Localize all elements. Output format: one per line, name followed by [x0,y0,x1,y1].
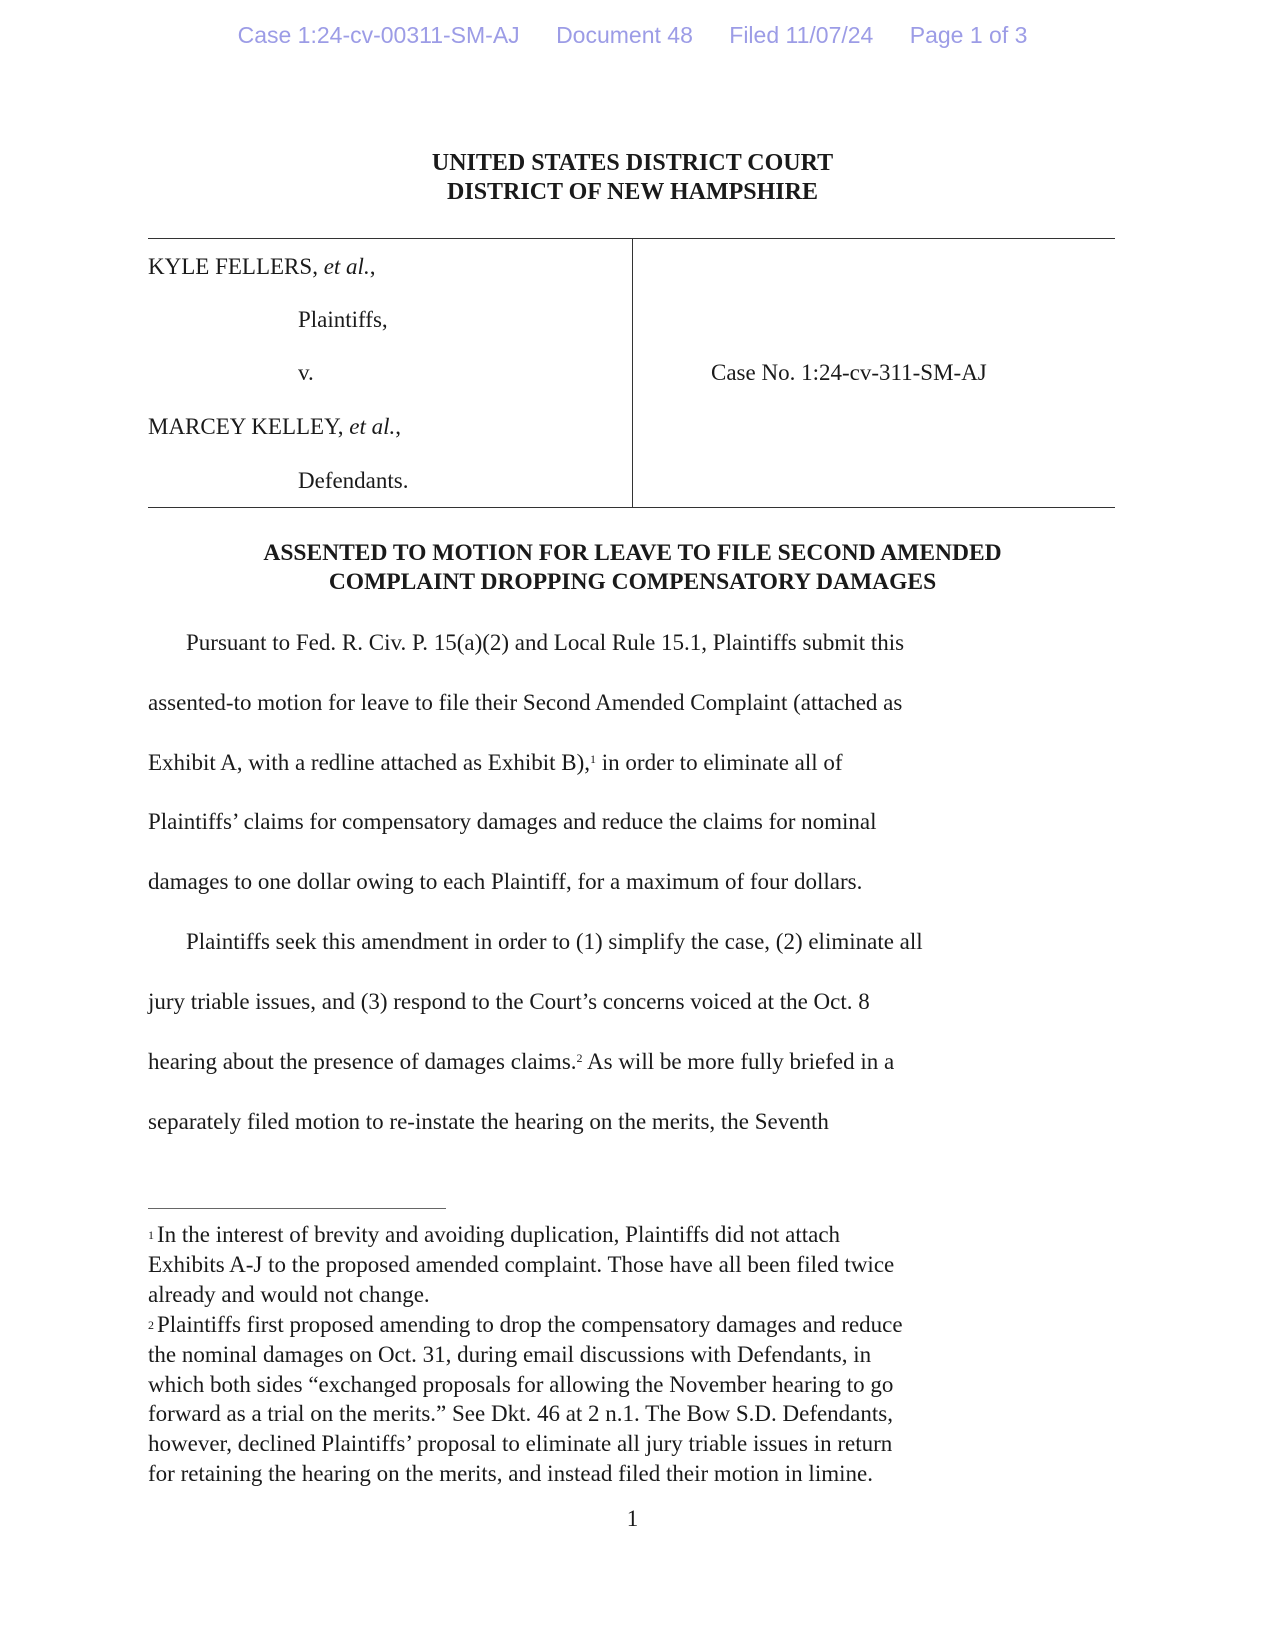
motion-title-line2: COMPLAINT DROPPING COMPENSATORY DAMAGES [328,569,937,595]
footnote-2-line: the nominal damages on Oct. 31, during email discussions with Defendants, in [148,1342,872,1367]
header-document: Document 48 [556,22,693,48]
footnote-ref-1[interactable]: 1 [590,752,597,766]
caption-bottom-rule [148,507,1115,508]
body-line: Exhibit A, with a redline attached as Exhibit B),$^1$ in order to eliminate all of [148,750,843,775]
caption-divider [632,238,633,508]
body-line: Plaintiffs’ claims for compensatory damages and reduce the claims for nominal [148,809,877,834]
footnote-1-line: Exhibits A-J to the proposed amended complaint. Those have all been filed twice [148,1252,895,1277]
footnote-2-line: for retaining the hearing on the merits, and instead filed their motion in limine. [148,1461,873,1486]
body-line: hearing about the presence of damages claims.$^2$ As will be more fully briefed in a [148,1049,895,1074]
header-filed: Filed 11/07/24 [729,22,874,48]
footnote-ref-2[interactable]: 2 [576,1051,583,1065]
body-line: assented-to motion for leave to file their Second Amended Complaint (attached as [148,690,903,715]
footnote-1-line: $^1$ In the interest of brevity and avoiding duplication, Plaintiffs did not attach [148,1222,841,1247]
footnote-1-line: already and would not change. [148,1282,430,1307]
body-line: damages to one dollar owing to each Plaintiff, for a maximum of four dollars. [148,869,863,894]
plaintiff-name: KYLE FELLERS, et al., [148,254,376,279]
body-line: Pursuant to Fed. R. Civ. P. 15(a)(2) and Local Rule 15.1, Plaintiffs submit this [186,630,905,655]
motion-title-line1: ASSENTED TO MOTION FOR LEAVE TO FILE SECOND AMENDED [263,540,1002,566]
footnote-2-line: forward as a trial on the merits.” See Dkt. 46 at 2 n.1. The Bow S.D. Defendants, [148,1401,893,1426]
body-line: jury triable issues, and (3) respond to the Court’s concerns voiced at the Oct. 8 [148,989,870,1014]
footnote-2-line: however, declined Plaintiffs’ proposal to eliminate all jury triable issues in return [148,1431,893,1456]
case-number: Case No. 1:24-cv-311-SM-AJ [711,360,987,385]
footnote-2-line: $^2$ Plaintiffs first proposed amending to drop the compensatory damages and reduce [148,1312,903,1337]
footnote-2-line: which both sides “exchanged proposals for allowing the November hearing to go [148,1372,894,1397]
body-line: separately filed motion to re-instate the hearing on the merits, the Seventh [148,1109,829,1134]
defendant-role: Defendants. [298,468,409,493]
header-page: Page 1 of 3 [909,22,1028,48]
footnote-rule [148,1208,446,1209]
ecf-header [0,22,1265,49]
defendant-name: MARCEY KELLEY, et al., [148,414,401,439]
court-name: UNITED STATES DISTRICT COURT [431,150,834,176]
versus: v. [298,360,314,385]
court-district: DISTRICT OF NEW HAMPSHIRE [447,179,818,205]
page-number: 1 [626,1506,639,1531]
body-line: Plaintiffs seek this amendment in order to (1) simplify the case, (2) eliminate all [186,929,923,954]
header-case: Case 1:24-cv-00311-SM-AJ [237,22,520,48]
plaintiff-role: Plaintiffs, [298,307,388,332]
